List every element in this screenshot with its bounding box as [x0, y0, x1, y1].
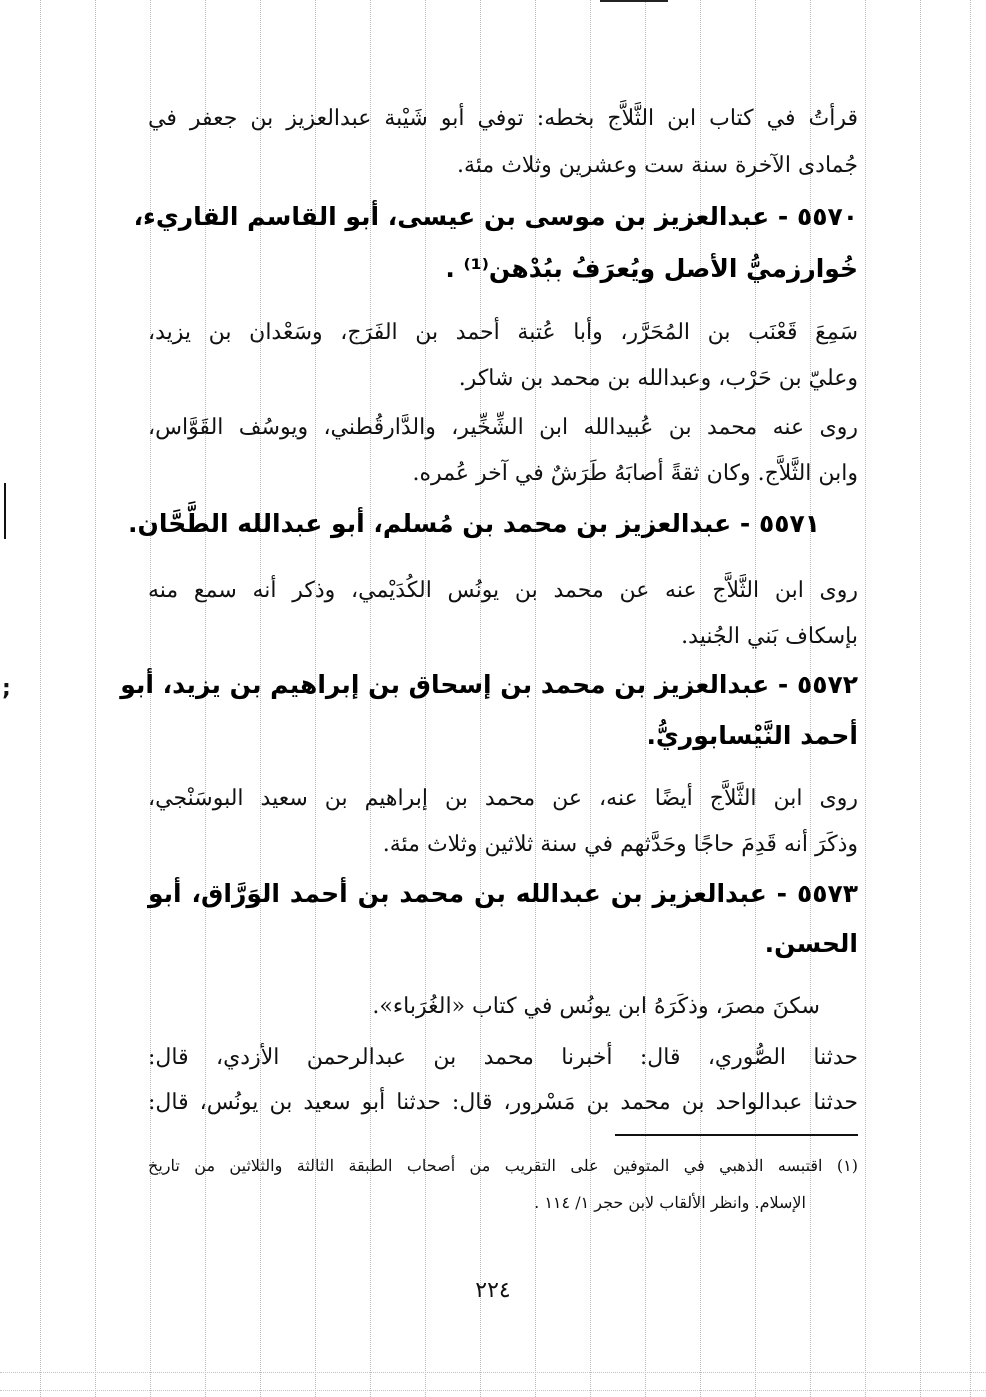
footnote-rule: [615, 1134, 858, 1136]
body-line: بإسكاف بَني الجُنيد.: [681, 624, 858, 649]
grid-line: [0, 1390, 986, 1391]
body-line: وعليّ بن حَرْب، وعبدالله بن محمد بن شاكر.: [458, 366, 858, 391]
body-line: جُمادى الآخرة سنة ست وعشرين وثلاث مئة.: [456, 153, 858, 178]
body-line: وابن الثَّلاَّج. وكان ثقةً أصابَهُ طَرَشٌ في آخر عُمره.: [412, 461, 858, 486]
grid-line: [970, 0, 971, 1397]
footnote-line: (١) اقتبسه الذهبي في المتوفين على التقريب من أصحاب الطبقة الثالثة والثلاثين من تاريخ: [148, 1156, 859, 1175]
body-line: حدثنا الصُّوري، قال: أخبرنا محمد بن عبدالرحمن الأزدي، قال:: [148, 1045, 858, 1070]
grid-line: [865, 0, 866, 1397]
body-line: روى عنه محمد بن عُبيدالله ابن الشِّخِّير، والدَّارقُطني، ويوسُف القَوَّاس،: [148, 415, 858, 440]
margin-mark: ;: [2, 676, 11, 701]
grid-line: [0, 1372, 986, 1373]
grid-line: [95, 0, 96, 1397]
entry-heading-5572: أحمد النَّيْسابوريُّ.: [646, 721, 858, 750]
body-line: سكنَ مصرَ، وذكَرَهُ ابن يونُس في كتاب «الغُرَباء».: [372, 994, 820, 1019]
body-line: وذكَرَ أنه قَدِمَ حاجًا وحَدَّثهم في سنة ثلاثين وثلاث مئة.: [382, 832, 858, 857]
entry-heading-5571: ٥٥٧١ - عبدالعزيز بن محمد بن مُسلم، أبو عبدالله الطَّحَّان.: [128, 509, 820, 538]
page-number: ٢٢٤: [475, 1278, 511, 1303]
top-crop-mark: [600, 0, 668, 2]
entry-heading-5573: ٥٥٧٣ - عبدالعزيز بن عبدالله بن محمد بن أحمد الوَرَّاق، أبو: [148, 879, 858, 908]
margin-mark: [4, 483, 6, 539]
body-line: روى ابن الثَّلاَّج أيضًا عنه، عن محمد بن إبراهيم بن سعيد البوسَنْجي،: [148, 786, 858, 811]
entry-heading-5573: الحسن.: [764, 929, 858, 958]
body-line: سَمِعَ قَعْنَب بن المُحَرَّر، وأبا عُتبة أحمد بن الفَرَج، وسَعْدان بن يزيد،: [148, 320, 858, 345]
body-line: قرأتُ في كتاب ابن الثَّلاَّج بخطه: توفي أبو شَيْبة عبدالعزيز بن جعفر في: [148, 106, 858, 131]
body-line: حدثنا عبدالواحد بن محمد بن مَسْرور، قال: حدثنا أبو سعيد بن يونُس، قال:: [148, 1090, 858, 1115]
entry-heading-5570: خُوارزميُّ الأصل ويُعرَفُ ببُدْهن⁽¹⁾ .: [445, 254, 858, 283]
body-line: روى ابن الثَّلاَّج عنه عن محمد بن يونُس الكُدَيْمي، وذكر أنه سمع منه: [148, 578, 858, 603]
entry-heading-5572: ٥٥٧٢ - عبدالعزيز بن محمد بن إسحاق بن إبراهيم بن يزيد، أبو: [120, 670, 858, 699]
grid-line: [920, 0, 921, 1397]
footnote-line: الإسلام. وانظر الألقاب لابن حجر ١/ ١١٤ .: [534, 1193, 806, 1212]
grid-line: [40, 0, 41, 1397]
entry-heading-5570: ٥٥٧٠ - عبدالعزيز بن موسى بن عيسى، أبو القاسم القاريء،: [133, 202, 858, 231]
